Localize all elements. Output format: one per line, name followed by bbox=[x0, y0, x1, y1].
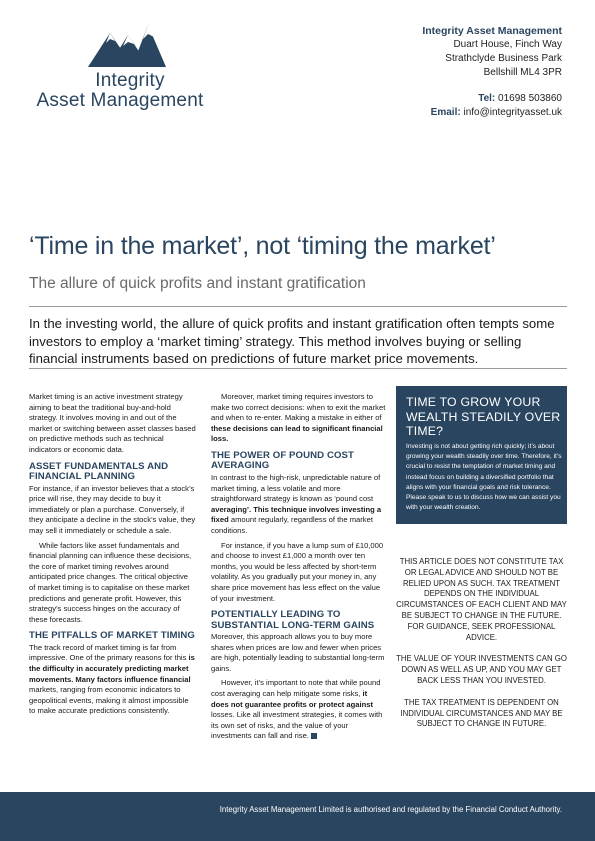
callout-box bbox=[396, 386, 567, 524]
text-run: The track record of market timing is far from impressive. One of the primary reasons for this bbox=[29, 642, 189, 663]
disclaimer-paragraph: THE VALUE OF YOUR INVESTMENTS CAN GO DOWN AS WELL AS UP, AND YOU MAY GET BACK LESS THAN YOU INVESTED. bbox=[396, 654, 567, 685]
paragraph: Market timing is an active investment strategy aiming to beat the traditional buy-and-hold strategy. It involves moving in and out of the market or switching between asset classes based on predictive methods such as technical indicators or economic data. bbox=[29, 392, 196, 454]
tel-label: Tel: bbox=[478, 93, 496, 104]
address-line-3: Bellshill ML4 3PR bbox=[483, 67, 562, 78]
paragraph: While factors like asset fundamentals and financial planning can influence these decisions, the core of market timing revolves around anticipated price changes. The critical objective of market timing is to capitalise on these market predictions and generate profit. However, this strategy’s success hinges on the accuracy of these forecasts. bbox=[29, 540, 192, 624]
email-label: Email: bbox=[430, 107, 461, 118]
address-line-1: Duart House, Finch Way bbox=[453, 39, 562, 50]
article-intro: In the investing world, the allure of quick profits and instant gratification often tempts some investors to employ a ‘market timing’ strategy. This method involves buying or selling financial instruments based on predictions of future market price movements. bbox=[29, 316, 555, 366]
text-run: losses. Like all investment strategies, it comes with its own set of risks, and the value of your investments can fall and rise. bbox=[211, 710, 383, 741]
mountain-logo-icon bbox=[88, 25, 166, 67]
bold-text-run: averaging’. This technique involves investing a fixed bbox=[211, 504, 382, 525]
text-run: markets, ranging from economic indicators to geopolitical events, making it almost impossible to make accurate predictions consistently. bbox=[29, 685, 189, 716]
address-line-2: Strathclyde Business Park bbox=[445, 53, 562, 64]
footer-bar bbox=[0, 792, 595, 841]
paragraph bbox=[211, 392, 386, 445]
logo-name-line1: Integrity bbox=[95, 70, 165, 91]
article-subtitle: The allure of quick profits and instant gratification bbox=[29, 275, 366, 292]
text-run: However, it’s important to note that while pound cost averaging can help mitigate some risks, bbox=[211, 678, 381, 699]
email-address[interactable]: info@integrityasset.uk bbox=[463, 107, 562, 118]
email-line bbox=[422, 106, 562, 120]
paragraph: For instance, if you have a lump sum of £10,000 and choose to invest £1,000 a month over ten months, you would be less affected by short-term volatility. As you gradually put your money in, any share price movement has less effect on the value of your investment. bbox=[211, 540, 384, 603]
article-title: ‘Time in the market’, not ‘timing the market’ bbox=[29, 232, 496, 260]
end-mark-icon bbox=[311, 733, 317, 739]
paragraph bbox=[211, 678, 386, 742]
logo-name-line2: Asset Management bbox=[36, 90, 204, 111]
disclaimer-paragraph: THE TAX TREATMENT IS DEPENDENT ON INDIVIDUAL CIRCUMSTANCES AND MAY BE SUBJECT TO CHANGE IN FUTURE. bbox=[400, 697, 563, 729]
telephone-line bbox=[422, 92, 562, 106]
section-heading: ASSET FUNDAMENTALS AND FINANCIAL PLANNING bbox=[29, 460, 169, 483]
divider-bottom bbox=[29, 368, 567, 369]
bold-text-run: is the difficulty in accurately predicting market movements. Many factors influence financial bbox=[29, 653, 195, 684]
section-heading: THE POWER OF POUND COST AVERAGING bbox=[211, 449, 355, 472]
bold-text-run: it does not guarantee profits or protect against bbox=[211, 689, 374, 709]
divider-top bbox=[29, 306, 567, 307]
disclaimer bbox=[396, 557, 567, 741]
text-run: amount regularly, regardless of the market conditions. bbox=[211, 515, 373, 535]
company-name: Integrity Asset Management bbox=[422, 25, 562, 37]
callout-heading: TIME TO GROW YOUR WEALTH STEADILY OVER TIME? bbox=[406, 395, 561, 438]
callout-body: Investing is not about getting rich quickly; it’s about growing your wealth steadily over time. Therefore, it’s crucial to resist the temptation of market timing and instead focus on building a diversified portfolio that aligns with your financial goals and risk tolerance. Please speak to us to discuss how we can assist you with your wealth creation. bbox=[406, 443, 562, 512]
contact-block bbox=[422, 24, 562, 120]
text-run: In contrast to the high-risk, unpredictable nature of market timing, a less volatile and more straightforward strategy is known as ‘pound cost bbox=[211, 472, 381, 504]
column-middle bbox=[211, 392, 386, 746]
tel-number: 01698 503860 bbox=[498, 93, 562, 104]
bold-text-run: these decisions can lead to significant financial loss. bbox=[211, 423, 383, 444]
text-run: Moreover, market timing requires investors to make two correct decisions: when to exit the market and when to re-enter. Making a mistake in either of bbox=[211, 392, 386, 423]
paragraph bbox=[211, 473, 386, 537]
footer-text: Integrity Asset Management Limited is authorised and regulated by the Financial Conduct Authority. bbox=[219, 805, 562, 814]
paragraph bbox=[29, 643, 196, 717]
paragraph: Moreover, this approach allows you to buy more shares when prices are low and fewer when prices are high, potentially leading to substantial long-term gains. bbox=[211, 632, 385, 673]
column-left bbox=[29, 392, 196, 721]
section-heading: THE PITFALLS OF MARKET TIMING bbox=[29, 630, 195, 642]
section-heading: POTENTIALLY LEADING TO SUBSTANTIAL LONG-TERM GAINS bbox=[211, 609, 375, 631]
disclaimer-paragraph: THIS ARTICLE DOES NOT CONSTITUTE TAX OR LEGAL ADVICE AND SHOULD NOT BE RELIED UPON AS SUCH. TAX TREATMENT DEPENDS ON THE INDIVIDUAL CIRCUMSTANCES OF EACH CLIENT AND MAY BE SUBJECT TO CHANGE IN THE FUTURE. FOR GUIDANCE, SEEK PROFESSIONAL ADVICE. bbox=[396, 557, 567, 642]
paragraph: For instance, if an investor believes that a stock’s price will rise, they may decide to buy it immediately or plan a purchase. Conversely, if they anticipate a decline in the stock’s value, they may sell it immediately or schedule a sale. bbox=[29, 483, 196, 535]
